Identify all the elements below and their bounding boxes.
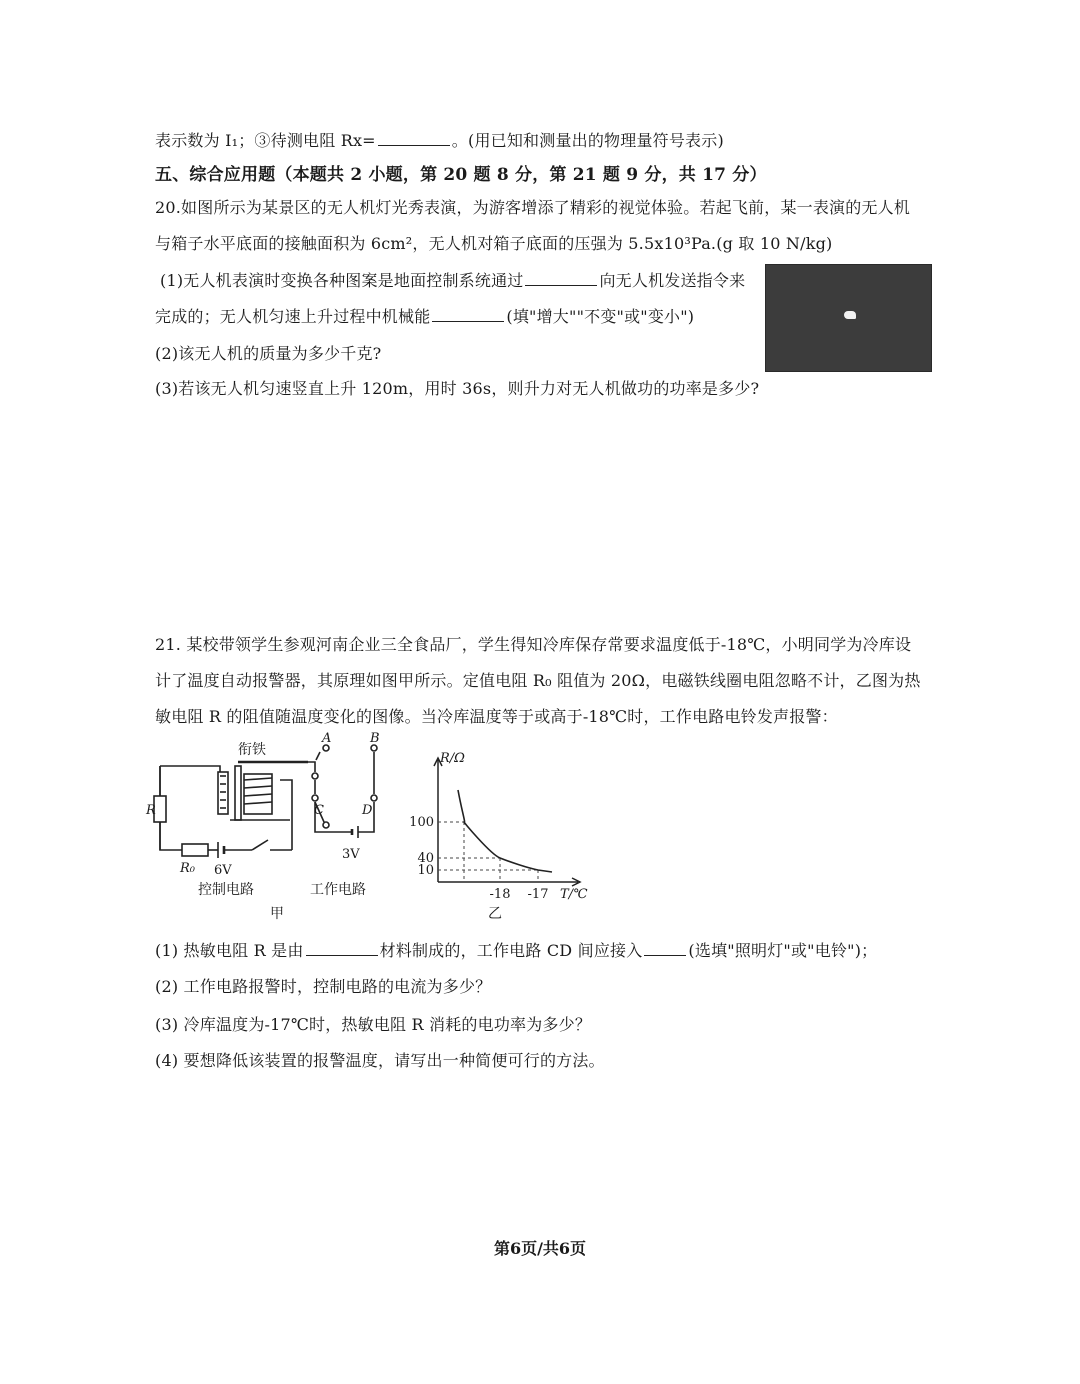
terminal-d: D bbox=[362, 803, 373, 818]
terminal-b: B bbox=[370, 731, 380, 746]
figure-jia-label: 甲 bbox=[270, 906, 284, 922]
q20-line1: 20.如图所示为某景区的无人机灯光秀表演，为游客增添了精彩的视觉体验。若起飞前，某一表演的无人机 bbox=[155, 198, 911, 217]
q20-sub1-b: 向无人机发送指令来 bbox=[599, 271, 746, 290]
voltage-6v: 6V bbox=[214, 863, 232, 878]
answer-blank-q21-1 bbox=[306, 943, 378, 956]
fragment-text-1: 表示数为 I₁；③待测电阻 Rx= bbox=[155, 131, 376, 150]
control-circuit-label: 控制电路 bbox=[198, 882, 254, 898]
x-axis-label: T/℃ bbox=[560, 887, 588, 902]
figure-yi-label: 乙 bbox=[488, 906, 502, 922]
resistance-curve bbox=[458, 790, 552, 872]
q21-sub1-c: (选填"照明灯"或"电铃")； bbox=[688, 941, 878, 960]
resistor-r0-label: R₀ bbox=[180, 861, 195, 876]
terminal-c: C bbox=[314, 803, 324, 818]
section-title: 五、综合应用题（本题共 2 小题，第 20 题 8 分，第 21 题 9 分，共 17 分） bbox=[155, 165, 767, 185]
resistor-r-label: R bbox=[146, 803, 156, 818]
y-axis-label: R/Ω bbox=[440, 751, 465, 766]
y-tick-label: 10 bbox=[417, 863, 434, 878]
y-tick-label: 40 bbox=[417, 851, 434, 866]
drone-light bbox=[844, 311, 856, 319]
q20-sub1-line2 bbox=[155, 304, 694, 327]
x-tick-label: -18 bbox=[489, 887, 511, 902]
terminal-a: A bbox=[322, 731, 332, 746]
q20-line2: 与箱子水平底面的接触面积为 6cm²，无人机对箱子底面的压强为 5.5x10³Pa.(g 取 10 N/kg) bbox=[155, 234, 833, 253]
fragment-text-2: 。(用已知和测量出的物理量符号表示) bbox=[451, 131, 724, 150]
q21-sub4: (4) 要想降低该装置的报警温度，请写出一种简便可行的方法。 bbox=[155, 1051, 605, 1070]
q21-line1: 21. 某校带领学生参观河南企业三全食品厂，学生得知冷库保存常要求温度低于-18℃，小明同学为冷库设 bbox=[155, 635, 912, 654]
q21-line2: 计了温度自动报警器，其原理如图甲所示。定值电阻 R₀ 阻值为 20Ω，电磁铁线圈电阻忽略不计，乙图为热 bbox=[155, 671, 921, 690]
drone-show-photo bbox=[765, 264, 932, 372]
q21-sub2: (2) 工作电路报警时，控制电路的电流为多少？ bbox=[155, 977, 492, 996]
answer-blank-q21-2 bbox=[644, 943, 686, 956]
q21-sub1-b: 材料制成的，工作电路 CD 间应接入 bbox=[379, 941, 643, 960]
previous-question-fragment bbox=[155, 128, 724, 151]
q20-sub1-d: (填"增大""不变"或"变小") bbox=[506, 307, 695, 326]
x-tick-label: -17 bbox=[527, 887, 549, 902]
q21-line3: 敏电阻 R 的阻值随温度变化的图像。当冷库温度等于或高于-18℃时，工作电路电铃发声报警： bbox=[155, 707, 838, 726]
answer-blank-rx bbox=[378, 133, 450, 146]
resistance-temperature-graph bbox=[400, 750, 600, 930]
y-tick-label: 100 bbox=[409, 815, 434, 830]
armature-label: 衔铁 bbox=[238, 742, 266, 758]
q21-sub1-a: (1) 热敏电阻 R 是由 bbox=[155, 941, 304, 960]
answer-blank-q20-2 bbox=[432, 309, 504, 322]
q20-sub1-c: 完成的；无人机匀速上升过程中机械能 bbox=[155, 307, 431, 326]
answer-blank-q20-1 bbox=[525, 273, 597, 286]
page-number: 第6页/共6页 bbox=[493, 1239, 587, 1258]
q20-sub1-a: (1)无人机表演时变换各种图案是地面控制系统通过 bbox=[160, 271, 524, 290]
voltage-3v: 3V bbox=[342, 847, 360, 862]
q20-sub2: (2)该无人机的质量为多少千克? bbox=[155, 344, 382, 363]
q21-sub3: (3) 冷库温度为-17℃时，热敏电阻 R 消耗的电功率为多少？ bbox=[155, 1015, 592, 1034]
circuit-diagram bbox=[140, 728, 400, 928]
q20-sub1-line1 bbox=[160, 268, 745, 291]
q21-sub1 bbox=[155, 938, 877, 961]
q20-sub3: (3)若该无人机匀速竖直上升 120m，用时 36s，则升力对无人机做功的功率是多少? bbox=[155, 379, 760, 398]
working-circuit-label: 工作电路 bbox=[310, 882, 366, 898]
